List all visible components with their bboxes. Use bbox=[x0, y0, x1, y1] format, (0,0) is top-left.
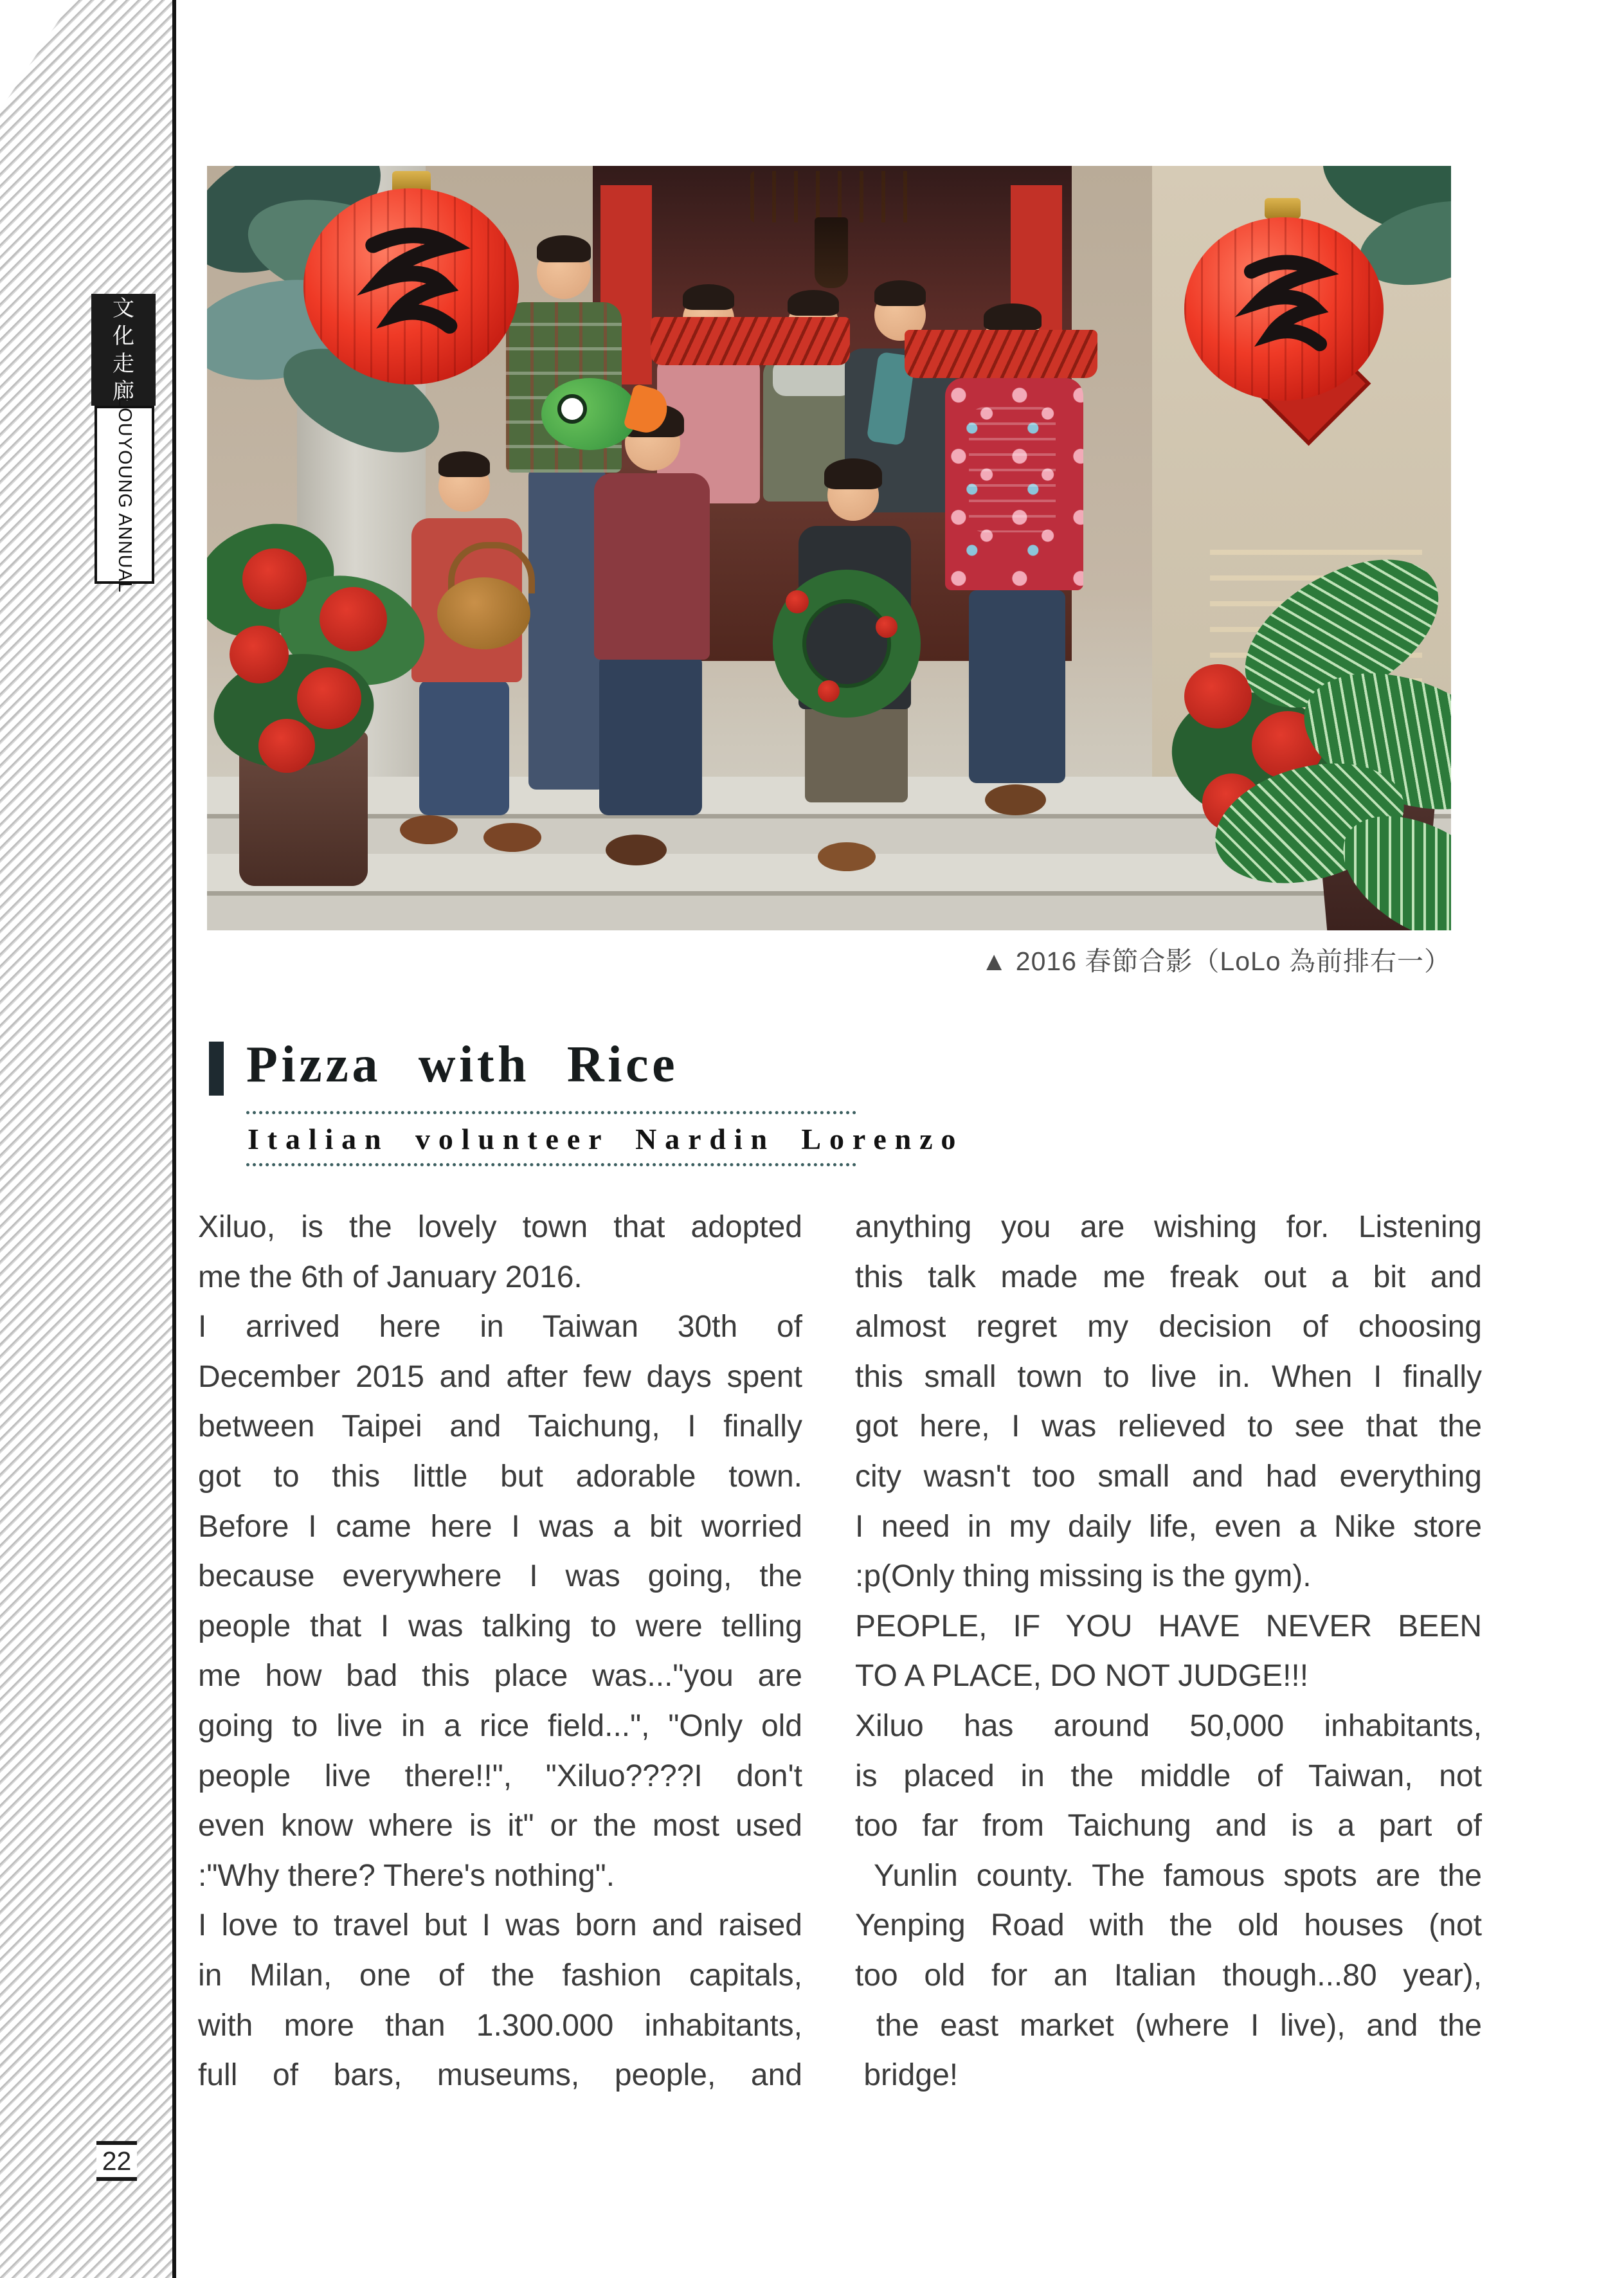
body-text-line: because everywhere I was going, the bbox=[198, 1559, 802, 1594]
person-hair bbox=[874, 280, 926, 306]
wreath-berry bbox=[876, 616, 898, 638]
page-number-box bbox=[96, 2141, 137, 2181]
body-text-line: this talk made me freak out a bit and bbox=[855, 1260, 1482, 1294]
corner-cut bbox=[0, 0, 72, 111]
body-text-line: me how bad this place was..."you are bbox=[198, 1659, 802, 1694]
body-text-line: Yenping Road with the old houses (not bbox=[855, 1908, 1482, 1943]
body-text-line: Xiluo, is the lovely town that adopted bbox=[198, 1210, 802, 1244]
wreath-berry bbox=[786, 590, 809, 613]
red-lantern-right bbox=[1184, 217, 1384, 401]
calligraphy-glyph bbox=[342, 214, 483, 356]
page-number: 22 bbox=[102, 2146, 132, 2176]
body-text-line: too old for an Italian though...80 year), bbox=[855, 1958, 1482, 1993]
person-hair bbox=[984, 303, 1042, 330]
fish-lantern-eye bbox=[557, 394, 587, 424]
body-text-line: me the 6th of January 2016. bbox=[198, 1260, 582, 1294]
person-hair bbox=[824, 458, 882, 489]
body-text-line: people that I was talking to were telling bbox=[198, 1609, 802, 1643]
body-text-line: between Taipei and Taichung, I finally bbox=[198, 1409, 802, 1444]
group-photo bbox=[207, 166, 1451, 930]
body-text-line: I love to travel but I was born and raised bbox=[198, 1908, 802, 1943]
section-tab-char: 文 bbox=[113, 296, 134, 321]
poinsettia-flower bbox=[320, 587, 387, 651]
body-text-line: got to this little but adorable town. bbox=[198, 1459, 802, 1494]
bridge-model bbox=[651, 317, 850, 365]
hanging-lamp bbox=[815, 217, 848, 288]
section-tab-char: 化 bbox=[113, 323, 134, 348]
body-text-line: anything you are wishing for. Listening bbox=[855, 1210, 1482, 1244]
person-hair bbox=[438, 451, 490, 477]
body-text-line: this small town to live in. When I finally bbox=[855, 1359, 1482, 1394]
body-text-line: with more than 1.300.000 inhabitants, bbox=[198, 2008, 802, 2043]
poinsettia-flower bbox=[230, 626, 289, 683]
article-title: Pizza with Rice bbox=[246, 1036, 679, 1093]
fish-lantern bbox=[541, 378, 638, 450]
body-text-line: going to live in a rice field...", "Only old bbox=[198, 1708, 802, 1743]
page-number-rule-bottom bbox=[96, 2177, 137, 2181]
body-text-line: Before I came here I was a bit worried bbox=[198, 1509, 802, 1544]
person-hair bbox=[683, 284, 734, 310]
person-hair bbox=[537, 235, 591, 262]
body-text-line: got here, I was relieved to see that the bbox=[855, 1409, 1482, 1444]
body-text-line: Yunlin county. The famous spots are the bbox=[855, 1858, 1482, 1893]
wreath-berry bbox=[818, 680, 840, 702]
body-text-line: I need in my daily life, even a Nike store bbox=[855, 1509, 1482, 1544]
bridge-model bbox=[905, 330, 1097, 378]
body-text-line: full of bars, museums, people, and bbox=[198, 2058, 802, 2093]
section-tab-char: 走 bbox=[113, 351, 134, 376]
person-leg bbox=[969, 590, 1065, 783]
subtitle-block bbox=[246, 1111, 964, 1166]
body-text-line: almost regret my decision of choosing bbox=[855, 1310, 1482, 1344]
person-hair bbox=[788, 290, 839, 316]
door-lintel bbox=[750, 171, 911, 222]
person-leg bbox=[419, 680, 509, 815]
cellophane-lantern bbox=[969, 407, 1056, 532]
shoe bbox=[818, 842, 876, 871]
body-text-line: PEOPLE, IF YOU HAVE NEVER BEEN bbox=[855, 1609, 1482, 1643]
poinsettia-flower bbox=[242, 548, 307, 610]
body-text-line: TO A PLACE, DO NOT JUDGE!!! bbox=[855, 1659, 1309, 1694]
body-text-line: is placed in the middle of Taiwan, not bbox=[855, 1758, 1482, 1793]
body-text-line: Xiluo has around 50,000 inhabitants, bbox=[855, 1708, 1482, 1743]
body-column-left bbox=[198, 1202, 802, 2101]
body-text-line: :p(Only thing missing is the gym). bbox=[855, 1559, 1312, 1594]
body-text-line: the east market (where I live), and the bbox=[855, 2008, 1482, 2043]
article-subtitle: Italian volunteer Nardin Lorenzo bbox=[248, 1123, 964, 1155]
section-tab bbox=[91, 294, 156, 406]
woven-basket bbox=[437, 577, 530, 649]
annual-tab-label: LOUYOUNG ANNUAL bbox=[114, 396, 135, 593]
body-text-line: December 2015 and after few days spent bbox=[198, 1359, 802, 1394]
poinsettia-flower bbox=[1184, 664, 1252, 728]
margin-rule bbox=[172, 0, 176, 2278]
body-text-line: even know where is it" or the most used bbox=[198, 1809, 802, 1843]
red-lantern-left bbox=[303, 188, 519, 384]
lantern-cap bbox=[1265, 198, 1301, 219]
photo-caption: ▲ 2016 春節合影（LoLo 為前排右一） bbox=[980, 946, 1451, 976]
person-leg bbox=[599, 655, 702, 815]
body-text-line: city wasn't too small and had everything bbox=[855, 1459, 1482, 1494]
person-maroon-sweater bbox=[594, 473, 710, 660]
body-text-line: people live there!!", "Xiluo????I don't bbox=[198, 1758, 802, 1793]
poinsettia-flower bbox=[297, 667, 361, 729]
section-tab-char: 廊 bbox=[113, 379, 134, 404]
shoe bbox=[985, 784, 1046, 815]
annual-tab bbox=[95, 396, 154, 593]
calligraphy-glyph bbox=[1220, 240, 1351, 372]
shoe bbox=[606, 835, 667, 865]
poinsettia-flower bbox=[258, 719, 315, 773]
body-text-line: in Milan, one of the fashion capitals, bbox=[198, 1958, 802, 1993]
body-column-right bbox=[855, 1202, 1482, 2101]
body-text-line: too far from Taichung and is a part of bbox=[855, 1809, 1482, 1843]
shoe bbox=[483, 823, 541, 852]
title-accent-bar bbox=[209, 1042, 224, 1096]
body-text-line: :"Why there? There's nothing". bbox=[198, 1858, 615, 1893]
shoe bbox=[400, 815, 458, 844]
body-text-line: I arrived here in Taiwan 30th of bbox=[198, 1310, 802, 1344]
body-text-line: bridge! bbox=[855, 2058, 959, 2093]
